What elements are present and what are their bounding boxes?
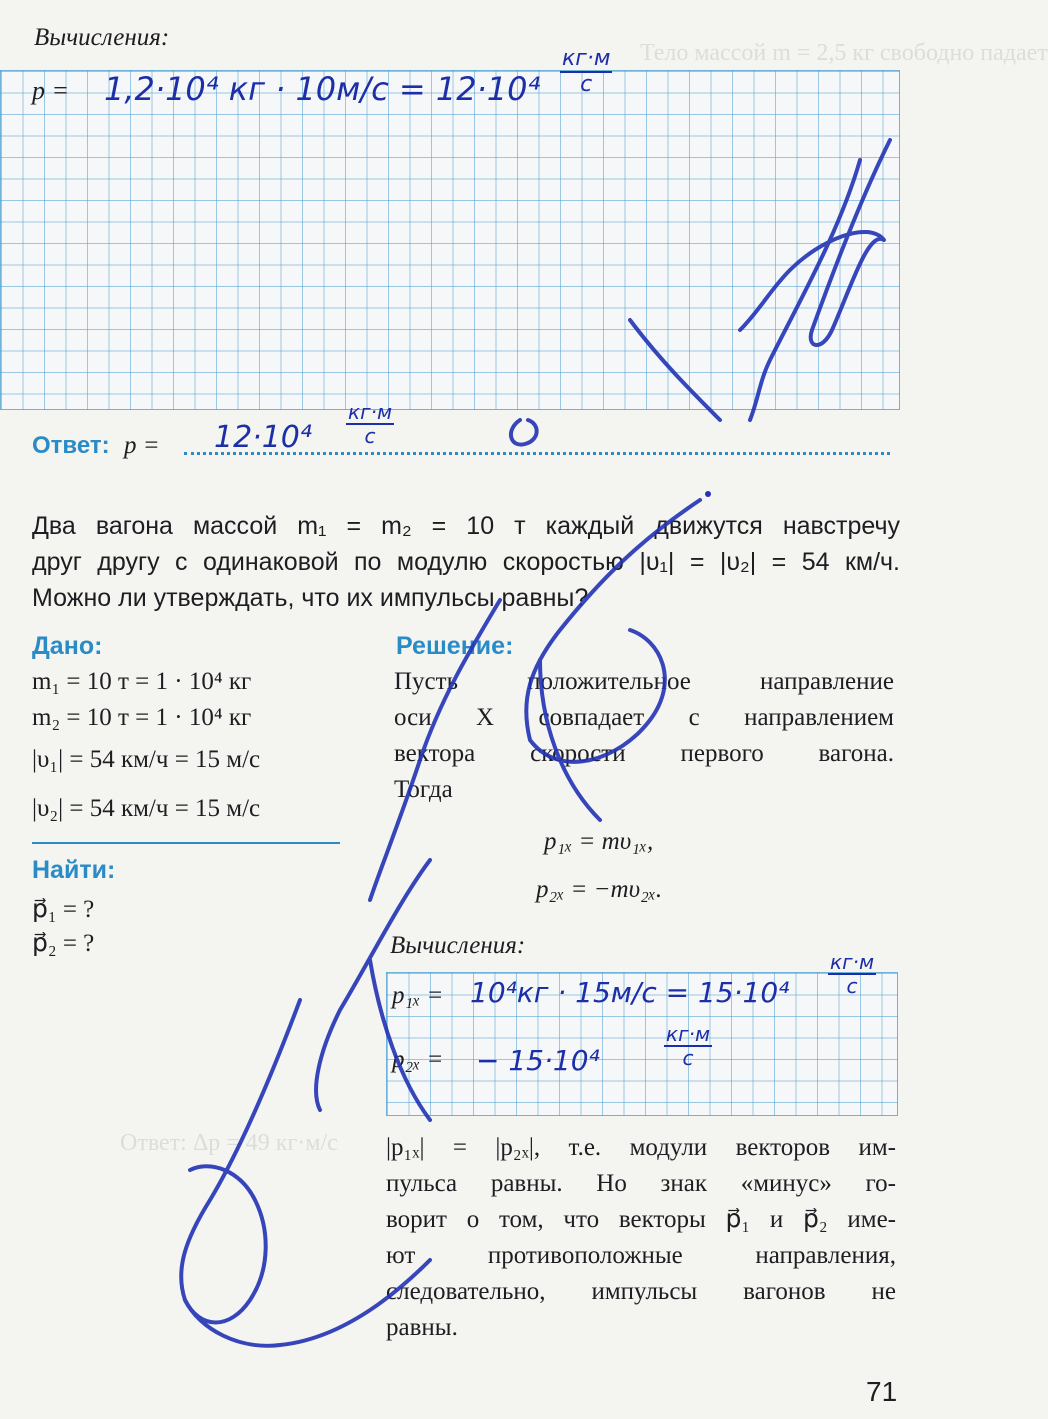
top-p-label: p = [32,76,70,105]
calc1-unit: $\frac{кг\cdot м}{с}$ [830,950,875,998]
conclusion-line-6: равны. [386,1314,458,1341]
calc2-hand: − 15·10⁴ [476,1044,600,1077]
calc2-var: p₂ₓ = [392,1046,444,1073]
top-calc-label: Вычисления: [34,24,170,51]
calc2-unit: $\frac{кг\cdot м}{с}$ [666,1022,711,1070]
given-line-1: m₁ = 10 т = 1 · 10⁴ кг [32,668,252,695]
answer-hand: 12·10⁴ [214,420,312,455]
top-hand-calc: 1,2·10⁴ кг · 10м/с = 12·10⁴ [104,70,541,108]
conclusion-line-2: пульса равны. Но знак «минус» го- [386,1170,896,1197]
conclusion-line-4: ют противоположные направления, [386,1242,896,1269]
answer-label: Ответ: [32,432,110,459]
conclusion-line-5: следовательно, импульсы вагонов не [386,1278,896,1305]
conclusion-line-1: |p₁ₓ| = |p₂ₓ|, т.е. модули векторов им- [386,1134,896,1161]
problem-line-3: Можно ли утверждать, что их импульсы равны? [32,584,589,612]
calc1-hand: 10⁴кг · 15м/с = 15·10⁴ [470,976,790,1009]
answer-hand-unit: $\frac{кг\cdot м}{с}$ [348,400,393,448]
page-number: 71 [866,1376,898,1407]
find-heading: Найти: [32,856,116,884]
given-heading: Дано: [32,632,103,660]
calc1-var: p₁ₓ = [392,982,444,1009]
solution-line-3: вектора скорости первого вагона. [394,740,894,767]
solution-line-2: оси X совпадает с направлением [394,704,894,731]
formula-1: p₁ₓ = mυ₁ₓ, [544,828,654,855]
given-line-4: |υ₂| = 54 км/ч = 15 м/с [32,795,261,822]
problem-line-2: друг другу с одинаковой по модулю скоростью |υ₁| = |υ₂| = 54 км/ч. [32,548,900,576]
find-line-1: p⃗₁ = ? [32,896,95,923]
problem-line-1: Два вагона массой m₁ = m₂ = 10 т каждый движутся навстречу [32,512,900,540]
answer-var: p = [124,432,160,459]
given-line-2: m₂ = 10 т = 1 · 10⁴ кг [32,704,252,731]
conclusion-line-3: ворит о том, что векторы p⃗₁ и p⃗₂ име- [386,1206,896,1233]
find-line-2: p⃗₂ = ? [32,930,95,957]
solution-calc-label: Вычисления: [390,932,526,959]
given-line-3: |υ₁| = 54 км/ч = 15 м/с [32,746,261,773]
solution-line-1: Пусть положительное направление [394,668,894,695]
top-hand-unit: $\frac{кг\cdot м}{с}$ [562,46,611,97]
formula-2: p₂ₓ = −mυ₂ₓ. [536,876,663,903]
solution-line-4: Тогда [394,776,453,803]
solution-heading: Решение: [396,632,514,660]
